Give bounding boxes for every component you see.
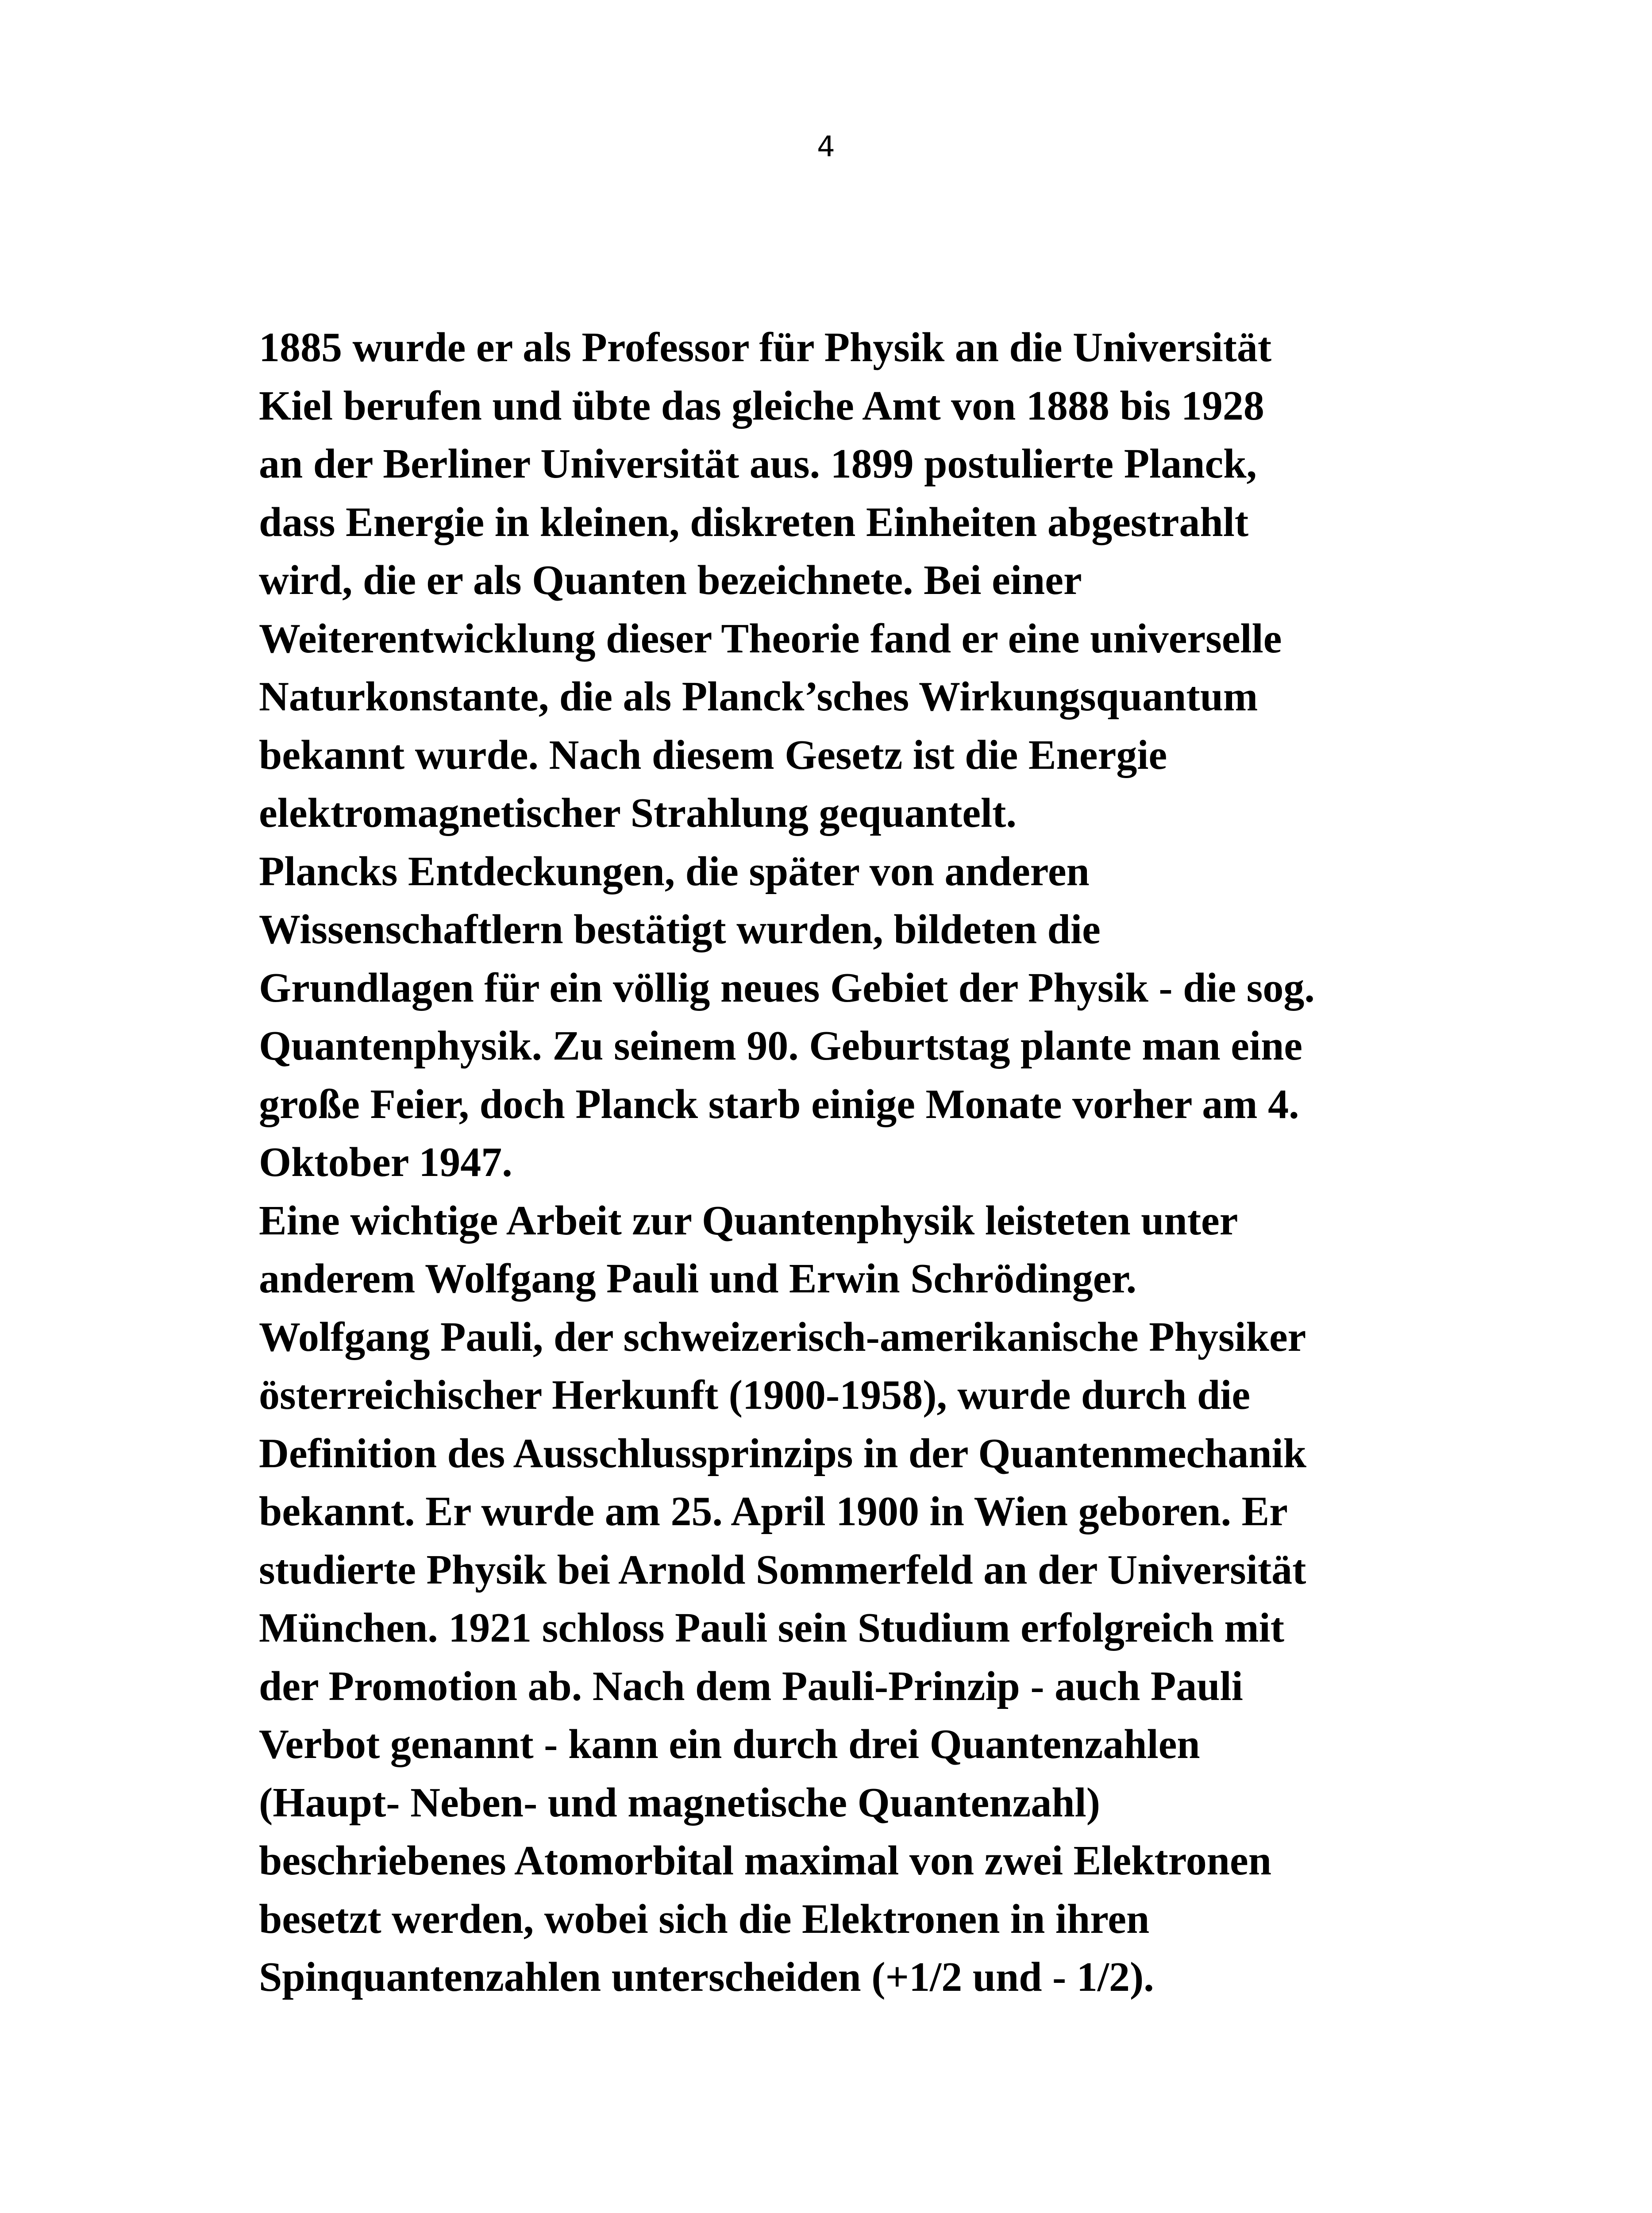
text-line: dass Energie in kleinen, diskreten Einheiten abgestrahlt bbox=[259, 499, 1249, 545]
text-line: Verbot genannt - kann ein durch drei Quantenzahlen bbox=[259, 1721, 1200, 1767]
text-line: der Promotion ab. Nach dem Pauli-Prinzip - auch Pauli bbox=[259, 1663, 1243, 1709]
text-line: Wissenschaftlern bestätigt wurden, bildeten die bbox=[259, 906, 1101, 952]
text-line: bekannt wurde. Nach diesem Gesetz ist die Energie bbox=[259, 732, 1167, 778]
text-line: Weiterentwicklung dieser Theorie fand er eine universelle bbox=[259, 615, 1282, 662]
text-line: bekannt. Er wurde am 25. April 1900 in Wien geboren. Er bbox=[259, 1488, 1288, 1534]
text-line: Kiel berufen und übte das gleiche Amt von 1888 bis 1928 bbox=[259, 382, 1264, 429]
text-line: beschriebenes Atomorbital maximal von zwei Elektronen bbox=[259, 1838, 1272, 1884]
body-text bbox=[259, 319, 1587, 2007]
text-line: Definition des Ausschlussprinzips in der Quantenmechanik bbox=[259, 1430, 1307, 1477]
text-line: anderem Wolfgang Pauli und Erwin Schrödinger. bbox=[259, 1256, 1137, 1302]
text-line: München. 1921 schloss Pauli sein Studium erfolgreich mit bbox=[259, 1605, 1285, 1651]
text-line: Plancks Entdeckungen, die später von anderen bbox=[259, 848, 1090, 894]
text-line: wird, die er als Quanten bezeichnete. Bei einer bbox=[259, 557, 1082, 603]
text-line: Spinquantenzahlen unterscheiden (+1/2 und - 1/2). bbox=[259, 1954, 1154, 2000]
text-line: Wolfgang Pauli, der schweizerisch-amerikanische Physiker bbox=[259, 1314, 1306, 1360]
text-line: Grundlagen für ein völlig neues Gebiet der Physik - die sog. bbox=[259, 964, 1315, 1011]
text-line: Quantenphysik. Zu seinem 90. Geburtstag plante man eine bbox=[259, 1023, 1303, 1069]
text-line: Oktober 1947. bbox=[259, 1139, 512, 1185]
text-line: 1885 wurde er als Professor für Physik an die Universität bbox=[259, 324, 1272, 370]
text-line: elektromagnetischer Strahlung gequantelt. bbox=[259, 790, 1017, 836]
text-line: österreichischer Herkunft (1900-1958), wurde durch die bbox=[259, 1372, 1251, 1418]
text-line: studierte Physik bei Arnold Sommerfeld an der Universität bbox=[259, 1546, 1306, 1593]
text-line: (Haupt- Neben- und magnetische Quantenzahl) bbox=[259, 1779, 1101, 1826]
text-line: an der Berliner Universität aus. 1899 postulierte Planck, bbox=[259, 441, 1257, 487]
text-line: große Feier, doch Planck starb einige Monate vorher am 4. bbox=[259, 1081, 1299, 1127]
text-line: Eine wichtige Arbeit zur Quantenphysik leisteten unter bbox=[259, 1197, 1238, 1244]
text-line: besetzt werden, wobei sich die Elektronen in ihren bbox=[259, 1896, 1150, 1942]
text-line: Naturkonstante, die als Planck’sches Wirkungsquantum bbox=[259, 674, 1258, 720]
page-number: 4 bbox=[817, 131, 835, 163]
